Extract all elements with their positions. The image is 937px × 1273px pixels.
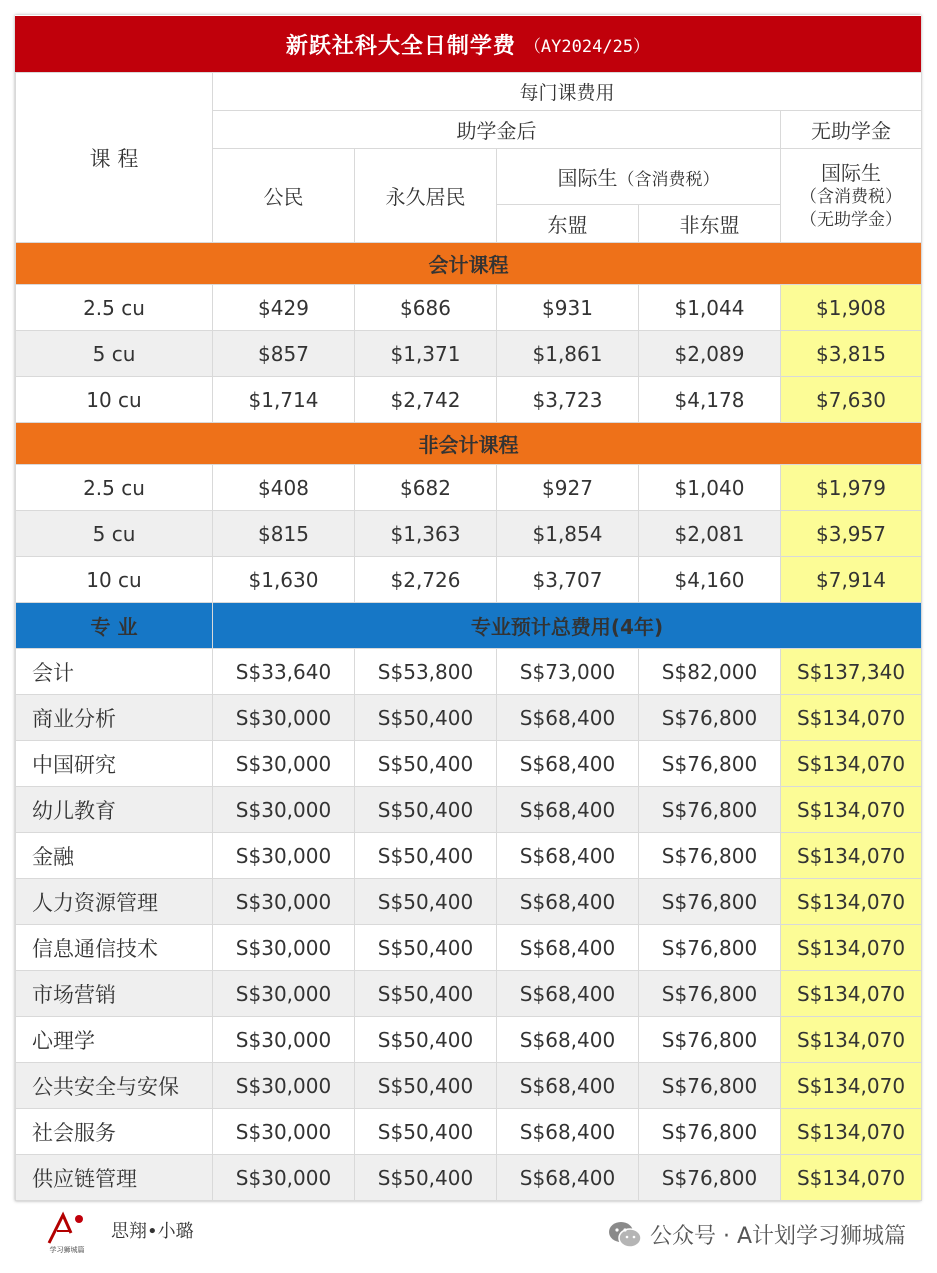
course-units: 10 cu	[16, 377, 213, 423]
no-grant-total: S$134,070	[781, 1155, 922, 1201]
citizen-fee: $815	[213, 511, 355, 557]
citizen-total: S$30,000	[213, 1155, 355, 1201]
non-asean-fee: $4,178	[639, 377, 781, 423]
table-row	[16, 1063, 922, 1109]
logo-text: 学习狮城篇	[49, 1246, 85, 1254]
asean-header: 东盟	[497, 205, 639, 243]
asean-total: S$68,400	[497, 925, 639, 971]
citizen-fee: $1,714	[213, 377, 355, 423]
pr-header: 永久居民	[355, 149, 497, 243]
pr-total: S$50,400	[355, 925, 497, 971]
asean-fee: $3,723	[497, 377, 639, 423]
non-asean-total: S$76,800	[639, 1063, 781, 1109]
table-row	[16, 1109, 922, 1155]
table-row	[16, 331, 922, 377]
citizen-total: S$30,000	[213, 1063, 355, 1109]
no-grant-total: S$134,070	[781, 695, 922, 741]
major-name: 市场营销	[16, 971, 213, 1017]
footer-author: 思翔•小璐	[111, 1221, 194, 1242]
table-row	[16, 833, 922, 879]
pr-fee: $1,371	[355, 331, 497, 377]
course-units: 10 cu	[16, 557, 213, 603]
non-asean-total: S$76,800	[639, 741, 781, 787]
course-header: 课 程	[16, 73, 213, 243]
asean-total: S$68,400	[497, 787, 639, 833]
majors-header: 专 业	[16, 603, 213, 649]
table-row	[16, 741, 922, 787]
citizen-total: S$30,000	[213, 1109, 355, 1155]
footer	[15, 1203, 921, 1263]
pr-total: S$50,400	[355, 741, 497, 787]
asean-total: S$73,000	[497, 649, 639, 695]
non-asean-total: S$76,800	[639, 971, 781, 1017]
intl-no-grant-header	[781, 149, 922, 243]
table-row	[16, 557, 922, 603]
non-asean-total: S$76,800	[639, 1155, 781, 1201]
asean-fee: $927	[497, 465, 639, 511]
citizen-total: S$30,000	[213, 695, 355, 741]
no-grant-total: S$134,070	[781, 925, 922, 971]
major-name: 信息通信技术	[16, 925, 213, 971]
no-grant-total: S$134,070	[781, 833, 922, 879]
asean-total: S$68,400	[497, 695, 639, 741]
major-name: 公共安全与安保	[16, 1063, 213, 1109]
citizen-total: S$30,000	[213, 787, 355, 833]
non-asean-total: S$76,800	[639, 833, 781, 879]
wechat-account	[608, 1219, 906, 1250]
table-row	[16, 377, 922, 423]
without-grant-header: 无助学金	[781, 111, 922, 149]
citizen-fee: $429	[213, 285, 355, 331]
non-asean-total: S$76,800	[639, 925, 781, 971]
pr-fee: $686	[355, 285, 497, 331]
no-grant-total: S$134,070	[781, 787, 922, 833]
pr-total: S$50,400	[355, 1063, 497, 1109]
non-asean-fee: $2,089	[639, 331, 781, 377]
citizen-fee: $857	[213, 331, 355, 377]
pr-fee: $2,742	[355, 377, 497, 423]
no-grant-fee: $7,630	[781, 377, 922, 423]
major-name: 社会服务	[16, 1109, 213, 1155]
asean-total: S$68,400	[497, 879, 639, 925]
no-grant-fee: $1,908	[781, 285, 922, 331]
no-grant-total: S$137,340	[781, 649, 922, 695]
pr-total: S$50,400	[355, 879, 497, 925]
table-row	[16, 1155, 922, 1201]
asean-total: S$68,400	[497, 1063, 639, 1109]
no-grant-total: S$134,070	[781, 1109, 922, 1155]
fee-table	[15, 72, 922, 1201]
intl-header-label: 国际生	[557, 166, 618, 190]
intl-gst-label: （含消费税）	[617, 170, 720, 190]
no-grant-total: S$134,070	[781, 1017, 922, 1063]
citizen-total: S$30,000	[213, 1017, 355, 1063]
table-row	[16, 465, 922, 511]
asean-total: S$68,400	[497, 1109, 639, 1155]
asean-fee: $1,861	[497, 331, 639, 377]
table-row	[16, 925, 922, 971]
citizen-total: S$30,000	[213, 741, 355, 787]
table-row	[16, 649, 922, 695]
no-grant-fee: $3,815	[781, 331, 922, 377]
pr-total: S$50,400	[355, 1109, 497, 1155]
no-grant-fee: $1,979	[781, 465, 922, 511]
intl-right-gst-label: （含消费税）	[800, 187, 902, 208]
table-row	[16, 879, 922, 925]
no-grant-total: S$134,070	[781, 971, 922, 1017]
citizen-total: S$30,000	[213, 925, 355, 971]
non-asean-total: S$76,800	[639, 879, 781, 925]
page-title: 新跃社科大全日制学费	[285, 33, 516, 59]
with-grant-header: 助学金后	[213, 111, 781, 149]
major-name: 人力资源管理	[16, 879, 213, 925]
pr-total: S$50,400	[355, 695, 497, 741]
major-name: 供应链管理	[16, 1155, 213, 1201]
non-accounting-section-header: 非会计课程	[16, 423, 922, 465]
asean-total: S$68,400	[497, 1155, 639, 1201]
pr-fee: $1,363	[355, 511, 497, 557]
major-name: 心理学	[16, 1017, 213, 1063]
table-row	[16, 787, 922, 833]
pr-total: S$50,400	[355, 1017, 497, 1063]
pr-total: S$53,800	[355, 649, 497, 695]
course-units: 2.5 cu	[16, 465, 213, 511]
table-row	[16, 285, 922, 331]
course-units: 2.5 cu	[16, 285, 213, 331]
non-asean-fee: $1,040	[639, 465, 781, 511]
asean-fee: $931	[497, 285, 639, 331]
brand-logo-icon	[37, 1211, 97, 1255]
table-row	[16, 511, 922, 557]
non-asean-total: S$76,800	[639, 695, 781, 741]
major-name: 中国研究	[16, 741, 213, 787]
intl-right-label: 国际生	[821, 161, 881, 186]
accounting-section-header: 会计课程	[16, 243, 922, 285]
non-asean-total: S$76,800	[639, 1017, 781, 1063]
non-asean-fee: $4,160	[639, 557, 781, 603]
non-asean-fee: $2,081	[639, 511, 781, 557]
per-course-fee-header: 每门课费用	[213, 73, 922, 111]
asean-total: S$68,400	[497, 971, 639, 1017]
asean-total: S$68,400	[497, 741, 639, 787]
pr-fee: $2,726	[355, 557, 497, 603]
pr-fee: $682	[355, 465, 497, 511]
no-grant-total: S$134,070	[781, 741, 922, 787]
non-asean-fee: $1,044	[639, 285, 781, 331]
majors-total-header: 专业预计总费用(4年)	[213, 603, 922, 649]
asean-fee: $3,707	[497, 557, 639, 603]
course-units: 5 cu	[16, 511, 213, 557]
table-row	[16, 695, 922, 741]
citizen-fee: $408	[213, 465, 355, 511]
page-subtitle: （AY2024/25）	[523, 36, 651, 57]
course-units: 5 cu	[16, 331, 213, 377]
major-name: 商业分析	[16, 695, 213, 741]
citizen-total: S$33,640	[213, 649, 355, 695]
non-asean-header: 非东盟	[639, 205, 781, 243]
asean-total: S$68,400	[497, 833, 639, 879]
non-asean-total: S$76,800	[639, 1109, 781, 1155]
wechat-icon	[608, 1221, 642, 1249]
pr-total: S$50,400	[355, 971, 497, 1017]
major-name: 会计	[16, 649, 213, 695]
intl-right-no-grant-label: （无助学金）	[800, 209, 902, 230]
citizen-total: S$30,000	[213, 971, 355, 1017]
no-grant-total: S$134,070	[781, 879, 922, 925]
title-bar	[15, 16, 921, 72]
major-name: 金融	[16, 833, 213, 879]
table-row	[16, 1017, 922, 1063]
asean-total: S$68,400	[497, 1017, 639, 1063]
wechat-account-name: 公众号 · A计划学习狮城篇	[649, 1224, 906, 1249]
citizen-header: 公民	[213, 149, 355, 243]
table-row	[16, 971, 922, 1017]
citizen-fee: $1,630	[213, 557, 355, 603]
pr-total: S$50,400	[355, 1155, 497, 1201]
no-grant-fee: $7,914	[781, 557, 922, 603]
citizen-total: S$30,000	[213, 879, 355, 925]
major-name: 幼儿教育	[16, 787, 213, 833]
pr-total: S$50,400	[355, 787, 497, 833]
pr-total: S$50,400	[355, 833, 497, 879]
non-asean-total: S$76,800	[639, 787, 781, 833]
asean-fee: $1,854	[497, 511, 639, 557]
non-asean-total: S$82,000	[639, 649, 781, 695]
no-grant-fee: $3,957	[781, 511, 922, 557]
intl-header	[497, 149, 781, 205]
citizen-total: S$30,000	[213, 833, 355, 879]
no-grant-total: S$134,070	[781, 1063, 922, 1109]
